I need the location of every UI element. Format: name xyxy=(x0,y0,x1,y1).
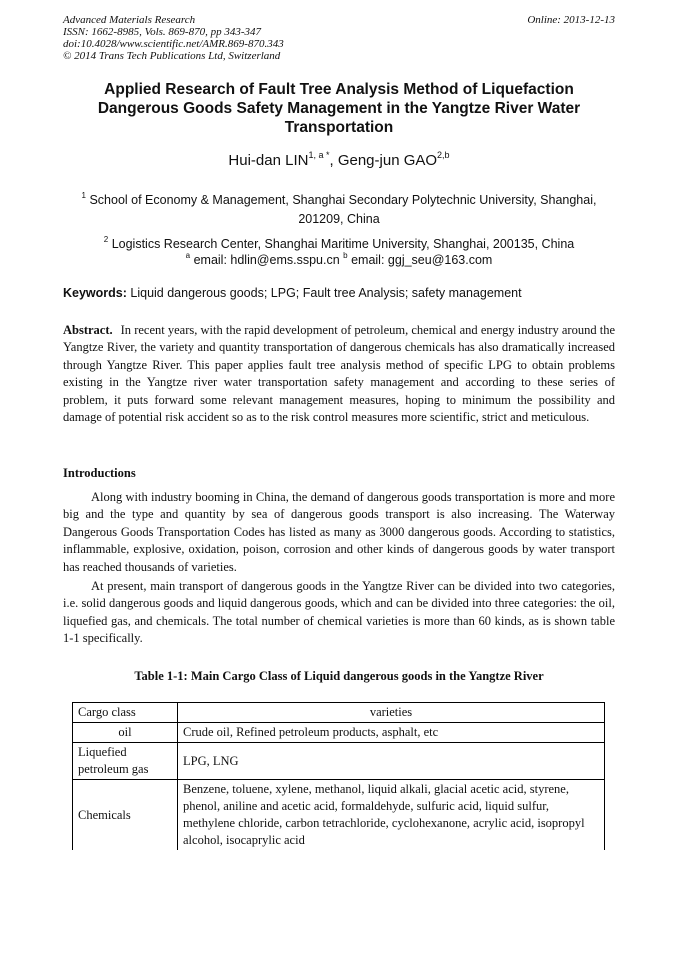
table-row xyxy=(73,723,605,743)
abstract-text: In recent years, with the rapid development of petroleum, chemical and energy industry around the Yangtze River, the variety and quantity transportation of dangerous chemicals has also dramatically increased through Yangtze River. This paper applies fault tree analysis method of specific LPG to obtain problems existing in the Yangtze river water transportation safety management and according to these series of problem, it puts forward some relevant management measures, hoping to minimum the possibility and damage of potential risk accident so as to the risk control measures more scientific, strict and meticulous. xyxy=(63,323,615,425)
affiliation-1-text: School of Economy & Management, Shanghai Secondary Polytechnic University, Shanghai, 201209, China xyxy=(89,193,597,226)
affiliation-2-marker: 2 xyxy=(103,235,109,244)
keywords-label: Keywords: xyxy=(63,286,127,300)
table-cell-class: Liquefied petroleum gas xyxy=(73,743,178,780)
author-separator: , xyxy=(329,152,338,169)
cargo-class-table xyxy=(72,702,605,850)
abstract xyxy=(63,322,615,426)
affiliation-1-marker: 1 xyxy=(81,191,86,200)
email-a: email: hdlin@ems.sspu.cn xyxy=(193,253,340,267)
email-b-marker: b xyxy=(343,251,348,260)
author-2-name: Geng-jun GAO xyxy=(337,152,438,169)
journal-name: Advanced Materials Research xyxy=(63,14,196,26)
author-line xyxy=(63,150,615,169)
paper-title: Applied Research of Fault Tree Analysis Method of Liquefaction Dangerous Goods Safety Management in the Yangtze River Water Transportation xyxy=(97,81,581,136)
author-1-marker: 1, a * xyxy=(308,150,330,160)
table-header-cargo-class: Cargo class xyxy=(73,703,178,723)
table-cell-class: Chemicals xyxy=(73,780,178,851)
intro-paragraph-1: Along with industry booming in China, the demand of dangerous goods transportation is more and more big and the type and quantity by sea of dangerous goods transport is also increasing. The Waterway Dangerous Goods Transportation Codes has listed as many as 3000 dangerous goods. According to statistics, inflammable, explosive, oxidation, poison, corrosion and other kinds of dangerous goods by water transport has reached thousands of varieties. xyxy=(63,490,615,574)
keywords-text: Liquid dangerous goods; LPG; Fault tree Analysis; safety management xyxy=(130,286,522,300)
email-b: email: ggj_seu@163.com xyxy=(351,253,493,267)
author-2-marker: 2,b xyxy=(437,150,450,160)
table-header-row xyxy=(73,703,605,723)
online-date: Online: 2013-12-13 xyxy=(527,14,615,26)
copyright-line: © 2014 Trans Tech Publications Ltd, Switzerland xyxy=(63,50,281,62)
table-header-varieties: varieties xyxy=(178,703,605,723)
issn-line: ISSN: 1662-8985, Vols. 869-870, pp 343-347 xyxy=(63,26,261,38)
section-heading-introductions: Introductions xyxy=(63,466,136,480)
table-row xyxy=(73,780,605,851)
email-line xyxy=(63,246,615,270)
affiliation-1 xyxy=(63,186,615,229)
author-1-name: Hui-dan LIN xyxy=(228,152,309,169)
running-header xyxy=(63,14,615,62)
table-cell-varieties: Benzene, toluene, xylene, methanol, liquid alkali, glacial acetic acid, styrene, phenol, aniline and acetic acid, formaldehyde, sulfuric acid, liquid sulfur, methylene chloride, carbon tetrachloride, cyclohexanone, acrylic acid, isopropyl alcohol, isocaprylic acid xyxy=(178,780,605,851)
doi-line: doi:10.4028/www.scientific.net/AMR.869-870.343 xyxy=(63,38,284,50)
keywords xyxy=(63,286,615,300)
intro-paragraph-2: At present, main transport of dangerous goods in the Yangtze River can be divided into two categories, i.e. solid dangerous goods and liquid dangerous goods, which and can be divided into three categories: the oil, liquefied gas, and chemicals. The total number of chemical varieties is more than 60 kinds, as is shown table 1-1 specifically. xyxy=(63,579,615,646)
table-cell-varieties: Crude oil, Refined petroleum products, asphalt, etc xyxy=(178,723,605,743)
table-caption: Table 1-1: Main Cargo Class of Liquid dangerous goods in the Yangtze River xyxy=(134,669,544,683)
abstract-label: Abstract. xyxy=(63,323,113,337)
table-row xyxy=(73,743,605,780)
table-cell-class: oil xyxy=(73,723,178,743)
affiliation-2-text: Logistics Research Center, Shanghai Maritime University, Shanghai, 200135, China xyxy=(111,237,575,251)
email-a-marker: a xyxy=(185,251,191,260)
table-cell-varieties: LPG, LNG xyxy=(178,743,605,780)
